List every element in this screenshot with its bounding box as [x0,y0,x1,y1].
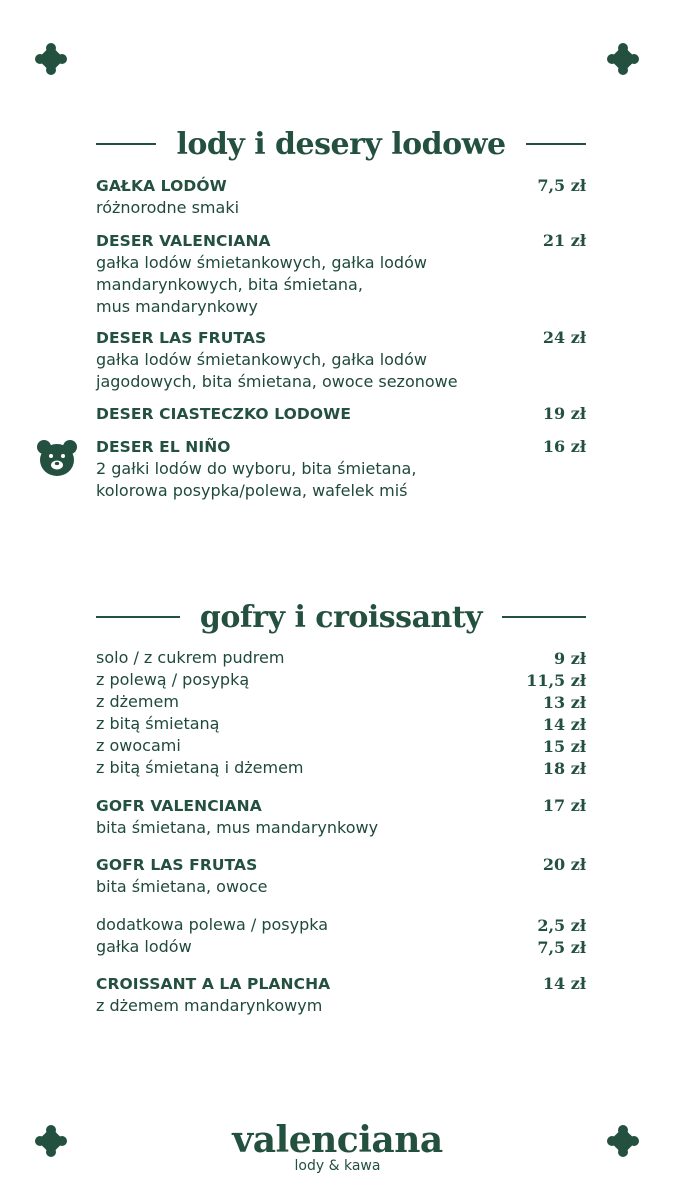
item-description: bita śmietana, mus mandarynkowy [96,818,379,837]
menu-item-gofr-las-frutas [96,855,586,898]
clover-ornament-icon [607,43,639,75]
item-description: z dżemem mandarynkowym [96,996,323,1015]
item-description: bita śmietana, owoce [96,877,268,896]
brand-logo: valenciana [232,1119,443,1161]
section-title: lody i desery lodowe [176,126,506,162]
item-price: 14 zł [542,974,586,993]
item-price: 16 zł [542,437,586,456]
item-description: gałka lodów śmietankowych, gałka lodów mandarynkowych, bita śmietana, mus mandarynkowy [96,253,427,316]
menu-item-gofr-valenciana [96,796,586,839]
item-price: 21 zł [542,231,586,250]
item-price: 20 zł [542,855,586,874]
list-item: z owocami 15 zł [96,736,586,756]
divider [502,616,586,618]
menu-item-deser-ciasteczko-lodowe [96,404,586,423]
item-name: GOFR LAS FRUTAS [96,856,258,874]
divider [96,616,180,618]
menu-item-galka-lodow [96,176,586,219]
item-name: CROISSANT A LA PLANCHA [96,975,331,993]
list-item: gałka lodów 7,5 zł [96,937,586,957]
item-name: DESER CIASTECZKO LODOWE [96,405,352,423]
item-price: 17 zł [542,796,586,815]
list-item: z polewą / posypką 11,5 zł [96,670,586,690]
list-item: z bitą śmietaną i dżemem 18 zł [96,758,586,778]
item-description: gałka lodów śmietankowych, gałka lodów jagodowych, bita śmietana, owoce sezonowe [96,350,458,391]
waffle-price-list [96,647,586,779]
list-item: solo / z cukrem pudrem 9 zł [96,648,586,668]
brand-tagline: lody & kawa [294,1158,381,1174]
item-name: DESER EL NIÑO [96,438,231,456]
menu-item-deser-las-frutas [96,328,586,393]
list-item: z dżemem 13 zł [96,692,586,712]
menu-item-deser-el-nino [96,437,586,502]
item-price: 7,5 zł [537,176,586,195]
menu-item-croissant [96,974,586,1017]
item-price: 19 zł [542,404,586,423]
item-name: DESER LAS FRUTAS [96,329,267,347]
section-heading-waffles [96,597,586,637]
list-item: dodatkowa polewa / posypka 2,5 zł [96,915,586,935]
item-name: GOFR VALENCIANA [96,797,262,815]
item-price: 24 zł [542,328,586,347]
bear-icon [35,438,79,478]
list-item: z bitą śmietaną 14 zł [96,714,586,734]
divider [96,143,156,145]
item-description: 2 gałki lodów do wyboru, bita śmietana, kolorowa posypka/polewa, wafelek miś [96,459,417,500]
section-title: gofry i croissanty [199,599,483,635]
section-heading-ice-cream [96,124,586,164]
item-name: DESER VALENCIANA [96,232,271,250]
brand-footer [0,1118,675,1174]
divider [526,143,586,145]
item-description: różnorodne smaki [96,198,240,217]
clover-ornament-icon [35,43,67,75]
menu-item-deser-valenciana [96,231,586,318]
item-name: GAŁKA LODÓW [96,177,227,195]
extras-price-list [96,914,586,958]
